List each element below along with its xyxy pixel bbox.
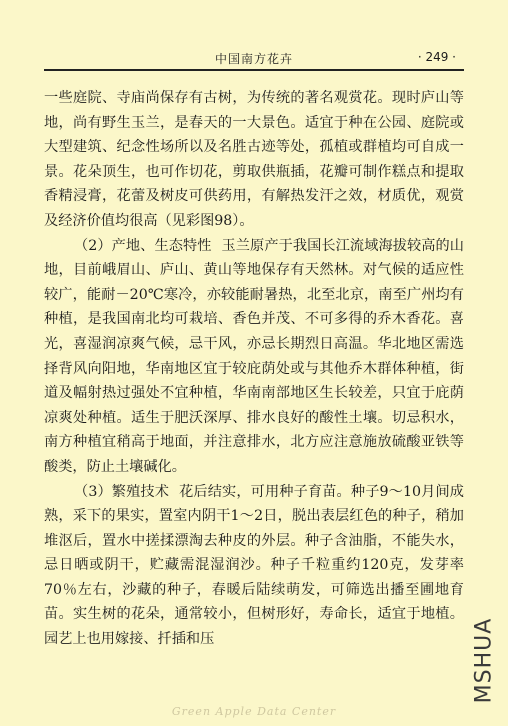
header-rule — [44, 69, 464, 71]
side-watermark: MSHUA — [471, 617, 497, 703]
paragraph-uses — [44, 86, 464, 234]
body-text — [44, 86, 464, 652]
section-heading: （2）产地、生态特性 — [74, 237, 212, 254]
paragraph-propagation — [44, 480, 464, 652]
section-heading: （3）繁殖技术 — [74, 483, 170, 500]
paragraph-text: 玉兰原产于我国长江流域海拔较高的山地，目前峨眉山、庐山、黄山等地保存有天然林。对气候的适应性较广，能耐－20℃寒冷，亦较能耐暑热，北至北京，南至广州均有种植，是我国南北均可栽培、香色并茂、不可多得的乔木香花。喜光，喜湿润凉爽气候，忌干风，亦忌长期烈日高温。华北地区需选择背风向阳地，华南地区宜于较庇荫处或与其他乔木群体种植，街道及幅射热过强处不宜种植，华南南部地区生长较差，只宜于庇荫凉爽处种植。适生于肥沃深厚、排水良好的酸性土壤。切忌积水，南方种植宜稍高于地面，并注意排水，北方应注意施放硫酸亚铁等酸类，防止土壤碱化。 — [44, 237, 464, 475]
bottom-watermark: Green Apple Data Center — [171, 705, 337, 718]
book-title: 中国南方花卉 — [214, 52, 293, 66]
paragraph-text: 一些庭院、寺庙尚保存有古树，为传统的著名观赏花。现时庐山等地，尚有野生玉兰，是春天的一大景色。适宜于种在公园、庭院或大型建筑、纪念性场所以及名胜古迹等处，孤植或群植均可自成一景。花朵顶生，也可作切花，剪取供瓶插，花瓣可制作糕点和提取香精浸膏，花蕾及树皮可供药用，有解热发汗之效，材质优，观赏及经济价值均很高（见彩图98）。 — [44, 90, 464, 229]
running-header — [44, 50, 464, 70]
page-number: · 249 · — [417, 50, 456, 64]
paragraph-origin-ecology — [44, 234, 464, 480]
paragraph-text: 花后结实，可用种子育苗。种子9～10月间成熟，采下的果实，置室内阴干1～2日，脱出表层红色的种子，稍加堆沤后，置水中搓揉漂淘去种皮的外层。种子含油脂，不能失水，忌日晒或阴干，贮藏需混湿润沙。种子千粒重约120克，发芽率70％左右，沙藏的种子，春暖后陆续萌发，可筛选出播至圃地育苗。实生树的花朵，通常较小，但树形好，寿命长，适宜于地植。园艺上也用嫁接、扦插和压 — [44, 483, 464, 648]
